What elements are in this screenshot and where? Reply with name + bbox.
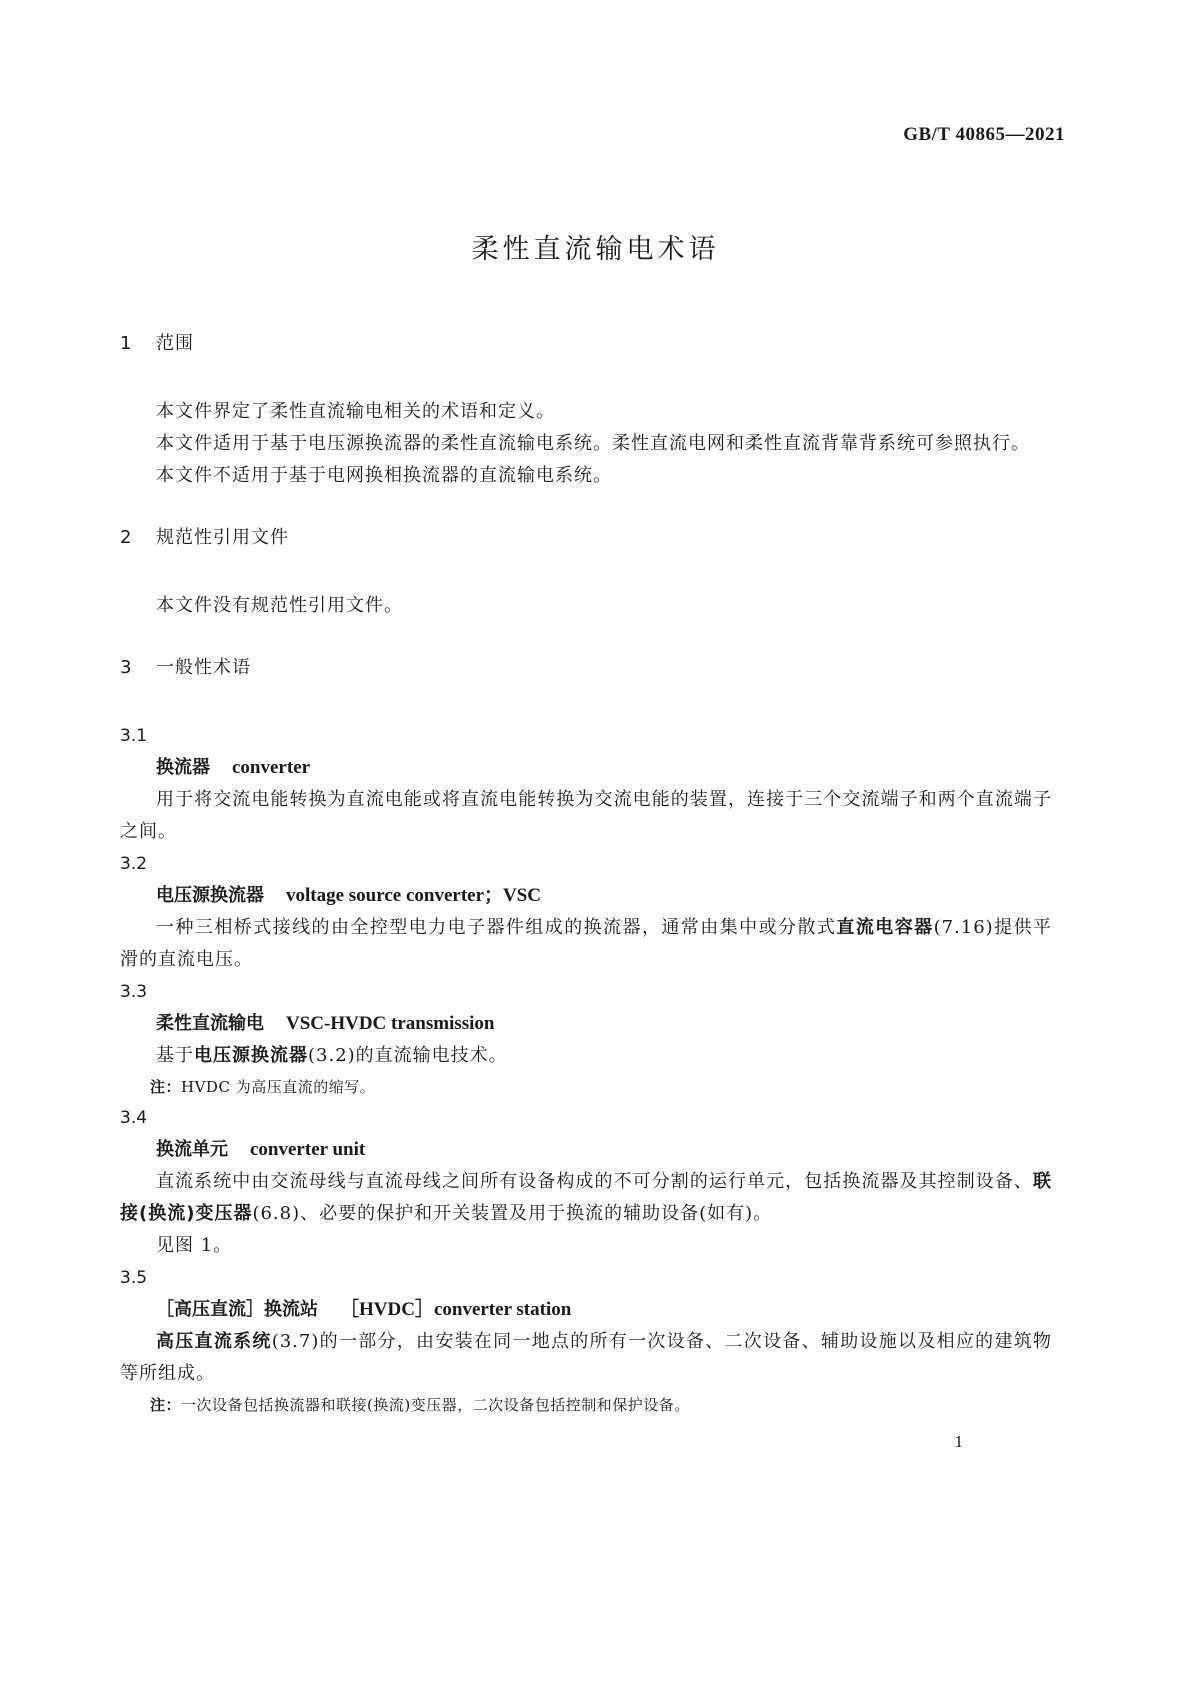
term-number: 3.4 bbox=[120, 1108, 148, 1128]
term-reference: 联接(换流)变压器 bbox=[120, 1171, 1052, 1224]
figure-reference: 见图 1。 bbox=[156, 1235, 233, 1256]
definition-text: 直流系统中由交流母线与直流母线之间所有设备构成的不可分割的运行单元，包括换流器及其控制设备、 bbox=[156, 1171, 1033, 1192]
term-chinese: 换流器 bbox=[156, 757, 210, 778]
term-entry bbox=[120, 1134, 1052, 1166]
term-chinese: 换流单元 bbox=[156, 1139, 228, 1160]
term-definition bbox=[120, 912, 1052, 976]
page-number: 1 bbox=[954, 1432, 963, 1451]
term-note bbox=[120, 1390, 1052, 1420]
section-2-heading bbox=[120, 522, 1052, 554]
note-text: HVDC 为高压直流的缩写。 bbox=[181, 1078, 376, 1096]
paragraph: 本文件不适用于基于电网换相换流器的直流输电系统。 bbox=[156, 465, 612, 486]
document-title: 柔性直流输电术语 bbox=[471, 234, 720, 265]
section-title: 规范性引用文件 bbox=[156, 527, 289, 548]
term-definition: 用于将交流电能转换为直流电能或将直流电能转换为交流电能的装置，连接于三个交流端子和两个直流端子之间。 bbox=[120, 789, 1052, 842]
term-number: 3.5 bbox=[120, 1268, 148, 1288]
term-reference: 直流电容器 bbox=[836, 917, 934, 938]
paragraph: 本文件适用于基于电压源换流器的柔性直流输电系统。柔性直流电网和柔性直流背靠背系统可参照执行。 bbox=[156, 433, 1030, 454]
term-chinese: 柔性直流输电 bbox=[156, 1013, 264, 1034]
term-chinese: 电压源换流器 bbox=[156, 885, 264, 906]
term-english: ［HVDC］converter station bbox=[340, 1299, 572, 1320]
standard-number: GB/T 40865—2021 bbox=[903, 124, 1065, 145]
term-definition bbox=[120, 1166, 1052, 1230]
note-text: 一次设备包括换流器和联接(换流)变压器，二次设备包括控制和保护设备。 bbox=[181, 1396, 690, 1414]
term-entry bbox=[120, 1008, 1052, 1040]
section-1-heading bbox=[120, 328, 1052, 360]
document-body bbox=[120, 328, 1052, 1420]
definition-text: (7.16)提供平滑的直流电压。 bbox=[120, 917, 1053, 970]
section-3-heading bbox=[120, 652, 1052, 684]
term-number: 3.1 bbox=[120, 726, 148, 746]
section-number: 3 bbox=[120, 657, 132, 678]
paragraph: 本文件没有规范性引用文件。 bbox=[156, 595, 403, 616]
note-label: 注： bbox=[150, 1078, 182, 1096]
definition-text: 一种三相桥式接线的由全控型电力电子器件组成的换流器，通常由集中或分散式 bbox=[156, 917, 837, 938]
term-english: VSC-HVDC transmission bbox=[286, 1013, 495, 1034]
term-reference: 电压源换流器 bbox=[194, 1045, 308, 1066]
term-english: voltage source converter；VSC bbox=[286, 885, 542, 906]
term-english: converter bbox=[232, 757, 311, 778]
section-title: 范围 bbox=[156, 333, 194, 354]
section-number: 1 bbox=[120, 333, 132, 354]
definition-text: (6.8)、必要的保护和开关装置及用于换流的辅助设备(如有)。 bbox=[252, 1203, 773, 1224]
definition-text: (3.7)的一部分，由安装在同一地点的所有一次设备、二次设备、辅助设施以及相应的建筑物等所组成。 bbox=[120, 1331, 1053, 1384]
term-entry bbox=[120, 752, 1052, 784]
term-number: 3.3 bbox=[120, 982, 148, 1002]
term-english: converter unit bbox=[250, 1139, 366, 1160]
term-entry bbox=[120, 1294, 1052, 1326]
definition-text: 基于 bbox=[156, 1045, 194, 1066]
term-number: 3.2 bbox=[120, 854, 148, 874]
term-note bbox=[120, 1072, 1052, 1102]
term-definition bbox=[120, 1040, 1052, 1072]
note-label: 注： bbox=[150, 1396, 182, 1414]
section-title: 一般性术语 bbox=[156, 657, 251, 678]
section-number: 2 bbox=[120, 527, 132, 548]
term-reference: 高压直流系统 bbox=[156, 1331, 272, 1352]
term-definition bbox=[120, 1326, 1052, 1390]
definition-text: (3.2)的直流输电技术。 bbox=[308, 1045, 508, 1066]
term-entry bbox=[120, 880, 1052, 912]
paragraph: 本文件界定了柔性直流输电相关的术语和定义。 bbox=[156, 401, 555, 422]
term-chinese: ［高压直流］换流站 bbox=[156, 1299, 318, 1320]
